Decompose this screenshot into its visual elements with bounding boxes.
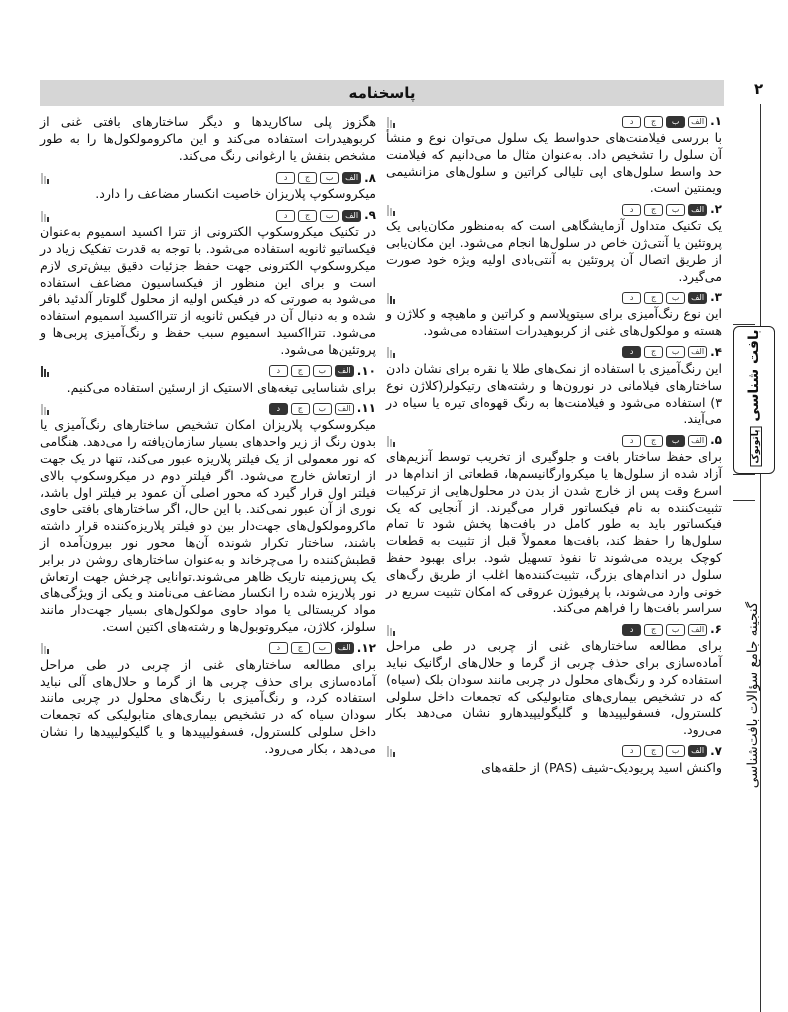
- difficulty-icon: [386, 745, 395, 757]
- difficulty-bar: [393, 299, 395, 304]
- difficulty-bar: [41, 643, 43, 654]
- question-header: [40, 170, 376, 185]
- margin-tick: [733, 500, 755, 501]
- question-number: ۳.: [710, 290, 722, 305]
- answer-option: ب: [313, 642, 332, 654]
- page-number: ۲: [754, 80, 764, 98]
- question-number: ۶.: [710, 622, 722, 637]
- answer-option: الف: [688, 346, 707, 358]
- answer-option: الف: [688, 116, 707, 128]
- difficulty-bar: [390, 439, 392, 447]
- question-header: [386, 290, 722, 305]
- answer-option: ج: [298, 210, 317, 222]
- answer-text: این رنگ‌آمیزی با استفاده از نمک‌های طلا یا نقره برای نشان دادن ساختارهای فیلامانی در نورون‌ها و رشته‌های رتیکولر(کلاژن نوع ۳) استفاده می‌شود و فیلامنت‌ها به رنگ قهوه‌ای تیره یا سیاه در می‌آیند.: [386, 360, 722, 427]
- section-header: پاسخنامه: [40, 80, 724, 106]
- answer-option: ج: [644, 346, 663, 358]
- answer-option: ج: [291, 365, 310, 377]
- answer-text: برای حفظ ساختار بافت و جلوگیری از تخریب توسط آنزیم‌های آزاد شده از سلول‌ها یا میکروارگانیسم‌ها، قطعاتی از اندام‌ها در اسرع وقت پس از خارج شدن از بدن در محلول‌هایی از ترکیبات تثبیت‌کننده به نام فیکساتور قرار می‌گیرند. از آنجایی که یک فیکساتور باید به طور کامل در بافت‌ها پخش شود تا تمام سلول‌ها را حفظ کند، بافت‌ها معمولاً قبل از تثبیت به قطعات کوچک بریده می‌شوند تا نفوذ تسهیل شود. برای بهبود حفظ سلول در اندام‌های بزرگ، تثبیت‌کننده‌ها اغلب از طریق رگ‌های خونی وارد می‌شوند، با پرفیوژن عروقی که امکان تثبیت سریع در سراسر بافت‌ها را فراهم می‌کند.: [386, 449, 722, 616]
- answer-option: د: [622, 745, 641, 757]
- difficulty-bar: [44, 176, 46, 184]
- difficulty-icon: [40, 365, 49, 377]
- difficulty-bar: [41, 173, 43, 184]
- answer-option: ب: [666, 745, 685, 757]
- answer-option: ج: [644, 435, 663, 447]
- answer-text: با بررسی فیلامنت‌های حدواسط یک سلول می‌توان نوع و منشأ آن سلول را تشخیص داد. به‌عنوان مثال ما می‌دانیم که فیلامنت حد واسط سلول‌های اپی تلیالی کراتین و سلول‌های مزانشیمی ویمنتین است.: [386, 130, 722, 196]
- difficulty-bar: [393, 211, 395, 216]
- difficulty-bar: [387, 625, 389, 636]
- difficulty-bar: [390, 296, 392, 304]
- answer-option: د: [622, 204, 641, 216]
- question-header: [40, 364, 376, 379]
- question-item: [386, 622, 722, 739]
- difficulty-bar: [393, 123, 395, 128]
- question-item: [386, 744, 722, 777]
- brand-logo: پاتوبوک: [750, 426, 762, 466]
- question-number: ۹.: [364, 208, 376, 223]
- difficulty-bar: [387, 436, 389, 447]
- difficulty-icon: [386, 292, 395, 304]
- question-header: [386, 433, 722, 448]
- answer-option-selected: د: [269, 403, 288, 415]
- answer-text: میکروسکوپ پلاریزان خاصیت انکسار مضاعف را دارد.: [95, 186, 376, 202]
- chapter-tab-title: بافت شناسی: [746, 329, 762, 422]
- answer-option-selected: الف: [688, 745, 707, 757]
- answer-option: د: [622, 116, 641, 128]
- answer-text: برای شناسایی تیغه‌های الاستیک از ارسئین استفاده می‌کنیم.: [66, 379, 376, 395]
- answer-option: ب: [320, 210, 339, 222]
- question-header: [40, 641, 376, 656]
- difficulty-bar: [44, 214, 46, 222]
- answer-option: ب: [666, 292, 685, 304]
- answer-option: ب: [320, 172, 339, 184]
- difficulty-icon: [386, 346, 395, 358]
- question-header: [386, 622, 722, 637]
- question-number: ۱۰.: [356, 363, 376, 378]
- answer-text: برای مطالعه ساختارهای غنی از چربی در طی مراحل آماده‌سازی برای حذف چربی از گرما و حلال‌های ارگانیک نباید استفاده کرد و رنگ‌های محلول در چربی مانند سودان بلک (سیاه) که در تشخیص بیماری‌های متابولیکی که تجمعات داخل سلولی کلسترول، فسفولیپیدها و گلیگولیپیدهارو نشان می‌دهد بکار می‌رود.: [386, 638, 722, 738]
- answer-option: د: [269, 365, 288, 377]
- book-title: گنجینه جامع سؤالات بافت‌شناسی: [745, 601, 761, 789]
- question-item: [40, 170, 376, 203]
- question-number: ۱۱.: [356, 401, 376, 416]
- answer-text: این نوع رنگ‌آمیزی برای سیتوپلاسم و کراتین و ماهیچه و کلاژن و هسته و مولکول‌های غنی از کربوهیدرات استفاده می‌شود.: [386, 306, 722, 339]
- difficulty-bar: [393, 631, 395, 636]
- answer-option-selected: الف: [335, 642, 354, 654]
- answer-option: ب: [666, 204, 685, 216]
- question-item: [386, 433, 722, 617]
- difficulty-icon: [386, 116, 395, 128]
- margin-tick: [733, 324, 755, 325]
- answer-option: ب: [313, 403, 332, 415]
- difficulty-bar: [44, 369, 46, 377]
- answer-option: الف: [335, 403, 354, 415]
- answer-text: برای مطالعه ساختارهای غنی از چربی در طی مراحل آماده‌سازی برای حذف چربی ها از گرما و حلال‌های آلی نباید استفاده کرد، و رنگ‌آمیزی با رنگ‌های محلول در چربی مانند سودان سیاه که در تشخیص بیماری‌های متابولیکی که تجمعات داخل سلولی کلسترول، فسفولیپیدها و یا گلیکولیپیدها را نشان می‌دهد ، بکار می‌رود.: [40, 656, 376, 756]
- difficulty-bar: [387, 746, 389, 757]
- question-number: ۴.: [710, 345, 722, 360]
- difficulty-bar: [44, 646, 46, 654]
- difficulty-bar: [390, 208, 392, 216]
- question-item: [386, 290, 722, 340]
- difficulty-bar: [393, 353, 395, 358]
- answer-option-selected: ب: [666, 435, 685, 447]
- answer-option: د: [622, 292, 641, 304]
- answer-option-selected: الف: [342, 210, 361, 222]
- question-item: [386, 202, 722, 285]
- question-header: [386, 744, 722, 759]
- answer-option: ب: [666, 346, 685, 358]
- answer-option: الف: [688, 435, 707, 447]
- question-header: [386, 114, 722, 129]
- question-header: [386, 345, 722, 360]
- difficulty-icon: [40, 403, 49, 415]
- answer-option: الف: [688, 624, 707, 636]
- difficulty-bar: [390, 749, 392, 757]
- answer-option: ج: [644, 204, 663, 216]
- answer-option-selected: الف: [335, 365, 354, 377]
- answer-option: ب: [666, 624, 685, 636]
- difficulty-bar: [387, 205, 389, 216]
- question-number: ۵.: [710, 433, 722, 448]
- difficulty-bar: [47, 217, 49, 222]
- answer-option: ج: [644, 116, 663, 128]
- difficulty-bar: [393, 442, 395, 447]
- answer-option: ج: [644, 745, 663, 757]
- answer-option-selected: ب: [666, 116, 685, 128]
- question-item: [386, 114, 722, 197]
- answer-text: در تکنیک میکروسکوپ الکترونی از تترا اکسید اسمیوم به‌عنوان فیکساتیو ثانویه استفاده می‌شود. با توجه به قدرت تفکیک زیاد در میکروسکوپ الکترونی جهت حفظ جزئیات دقیق بیش‌تری لازم است و برای این منظور از فیکساسیون مضاعف استفاده می‌شود به صورتی که در فیکس اولیه از محلول گلوتار آلدئید بافر شده و به دنبال آن در فیکس ثانویه از تترااکسید اسمیوم استفاده می‌شود. تترااکسید اسمیوم سبب حفظ و رنگ‌آمیزی پربی‌ها و پروتئین‌ها می‌شود.: [40, 224, 376, 357]
- question-item: [40, 641, 376, 758]
- answer-option: د: [269, 642, 288, 654]
- difficulty-bar: [387, 347, 389, 358]
- question-header: [386, 202, 722, 217]
- answer-option: ج: [644, 624, 663, 636]
- continued-text: هگزوز پلی ساکاریدها و دیگر ساختارهای بافتی غنی از کربوهیدرات استفاده می‌کند و این ماکرومولکول‌ها را به طور مشخص بنفش یا ارغوانی رنگ می‌کند.: [40, 114, 376, 163]
- question-item: [386, 345, 722, 428]
- difficulty-bar: [387, 117, 389, 128]
- difficulty-bar: [47, 649, 49, 654]
- answer-option: د: [276, 172, 295, 184]
- column-right: [386, 114, 722, 782]
- question-number: ۸.: [364, 170, 376, 185]
- difficulty-bar: [390, 350, 392, 358]
- question-item: [40, 208, 376, 358]
- difficulty-icon: [40, 642, 49, 654]
- question-number: ۱۲.: [356, 640, 376, 655]
- answer-option: ب: [313, 365, 332, 377]
- answer-option-selected: الف: [688, 292, 707, 304]
- answer-option-selected: الف: [342, 172, 361, 184]
- answer-option-selected: الف: [688, 204, 707, 216]
- difficulty-icon: [40, 210, 49, 222]
- difficulty-bar: [47, 179, 49, 184]
- question-item: [40, 364, 376, 397]
- difficulty-bar: [390, 120, 392, 128]
- answer-text: یک تکنیک متداول آزمایشگاهی است که به‌منظور مکان‌یابی یک پروتئین یا آنتی‌ژن خاص در سلول‌ها انجام می‌شود. این مکان‌یابی از طریق اتصال آن پروتئین به آنتی‌بادی اولیه ویژه خود صورت می‌گیرد.: [386, 218, 722, 284]
- question-item: [40, 401, 376, 635]
- answer-option: د: [276, 210, 295, 222]
- difficulty-icon: [386, 204, 395, 216]
- answer-option: ج: [298, 172, 317, 184]
- question-number: ۲.: [710, 202, 722, 217]
- answer-option: د: [622, 435, 641, 447]
- difficulty-icon: [386, 435, 395, 447]
- difficulty-icon: [386, 624, 395, 636]
- answer-option-selected: د: [622, 346, 641, 358]
- difficulty-icon: [40, 172, 49, 184]
- answer-option: ج: [644, 292, 663, 304]
- difficulty-bar: [47, 410, 49, 415]
- answer-option-selected: د: [622, 624, 641, 636]
- chapter-tab: [733, 326, 775, 474]
- margin-rule: [760, 104, 761, 1012]
- question-number: ۷.: [710, 744, 722, 759]
- difficulty-bar: [390, 628, 392, 636]
- margin-tick: [733, 474, 755, 475]
- difficulty-bar: [41, 404, 43, 415]
- difficulty-bar: [44, 407, 46, 415]
- answer-option: ج: [291, 403, 310, 415]
- question-header: [40, 208, 376, 223]
- difficulty-bar: [41, 211, 43, 222]
- question-number: ۱.: [710, 114, 722, 129]
- answer-text: واکنش اسید پریودیک-شیف (PAS) از حلقه‌های: [481, 759, 722, 775]
- question-header: [40, 401, 376, 416]
- difficulty-bar: [47, 372, 49, 377]
- column-left: [40, 114, 376, 763]
- difficulty-bar: [393, 752, 395, 757]
- difficulty-bar: [41, 366, 43, 377]
- answer-text: میکروسکوپ پلاریزان امکان تشخیص ساختارهای رنگ‌آمیزی یا بدون رنگ از زیر واحدهای بسیار سازمان‌یافته را می‌دهد. هنگامی که نور معمولی از یک فیلتر پلاریزه عبور می‌کند، تنها در یک جهت از ارتعاش خارج می‌شود. اگر فیلتر دوم در میکروسکوپ بالای فیلتر اول قرار گیرد که محور اصلی آن عمود بر فیلتر اول باشد، نوری از آن عبور نمی‌کند. با این حال، اگر ساختارهای بافتی حاوی ماکرومولکول‌های جهت‌دار بین دو فیلتر پلاریزه‌کننده قرار داشته باشند، ساختار تکرار شونده آن‌ها محور نور بیرون‌آمده از قطبش‌کننده را می‌چرخاند و به‌عنوان ساختارهای روشن در برابر یک پس‌زمینه تاریک ظاهر می‌شوند.توانایی چرخش جهت ارتعاش نور پلاریزه شده را انکسار مضاعف می‌نامند و یکی از ویژگی‌های مواد کریستالی یا مواد حاوی مولکول‌های بسیار جهت‌دار مانند سلولز، کلاژن، میکروتوبول‌ها و رشته‌های اکتین است.: [40, 417, 376, 634]
- answer-option: ج: [291, 642, 310, 654]
- difficulty-bar: [387, 293, 389, 304]
